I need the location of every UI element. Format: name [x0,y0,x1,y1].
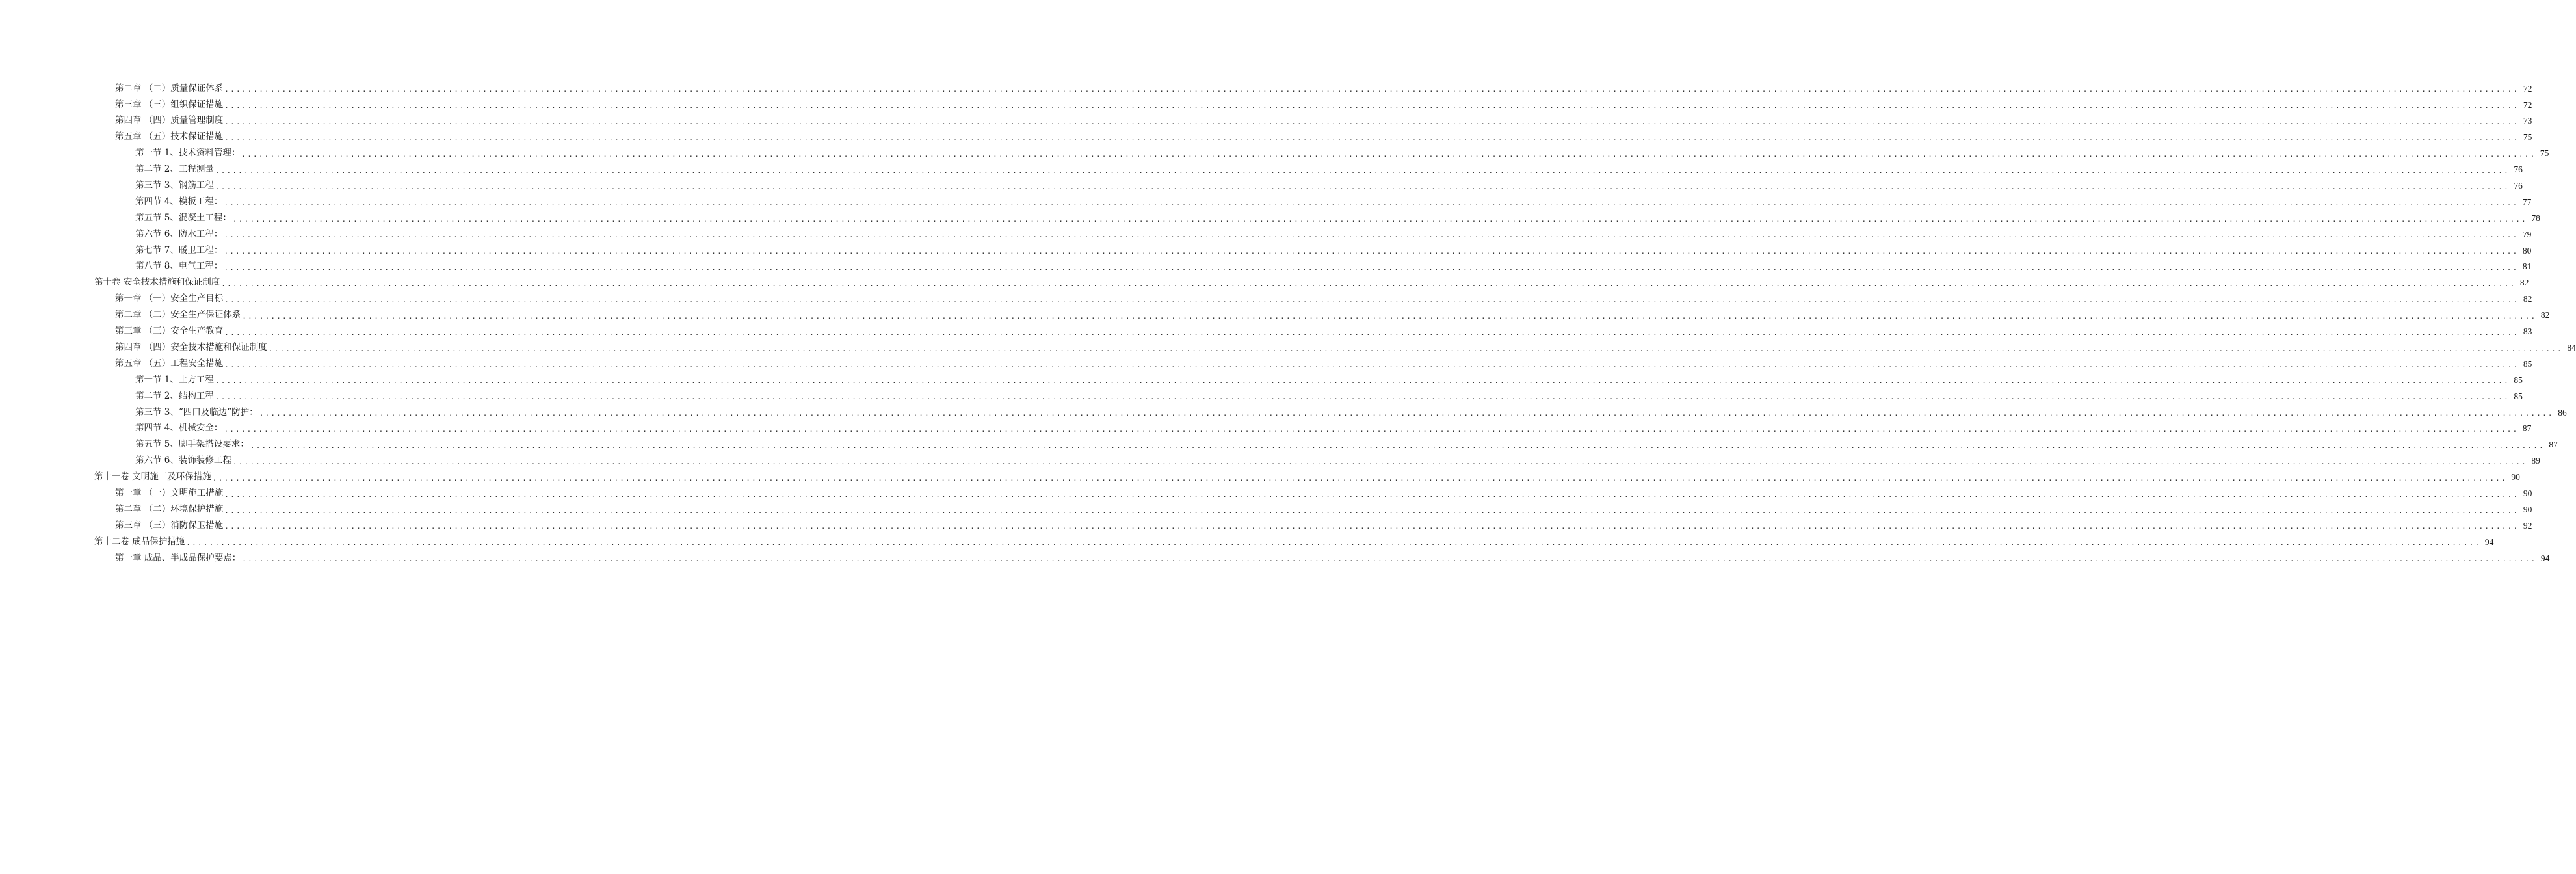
toc-dot-leader: ................................................................................................................................................................................................................................................................................................................................................................................................................ [215,166,2510,175]
toc-dot-leader: ................................................................................................................................................................................................................................................................................................................................................................................................................ [186,538,2481,548]
table-of-contents [0,81,2576,566]
toc-entry-page: 87 [2522,423,2532,434]
toc-dot-leader: ................................................................................................................................................................................................................................................................................................................................................................................................................ [232,215,2527,224]
toc-entry-label: 第四章 （四）质量管理制度 [115,115,224,126]
toc-entry-label: 第三节 3、钢筋工程 [135,180,214,191]
toc-dot-leader: ................................................................................................................................................................................................................................................................................................................................................................................................................ [224,231,2519,240]
toc-entry-page: 77 [2522,196,2532,207]
toc-entry[interactable] [0,404,2567,421]
toc-entry[interactable] [0,129,2532,146]
toc-entry-label: 第七节 7、暖卫工程： [135,245,223,256]
toc-dot-leader: ................................................................................................................................................................................................................................................................................................................................................................................................................ [215,182,2510,191]
toc-entry[interactable] [0,210,2540,226]
toc-dot-leader: ................................................................................................................................................................................................................................................................................................................................................................................................................ [224,360,2519,369]
toc-dot-leader: ................................................................................................................................................................................................................................................................................................................................................................................................................ [259,409,2554,418]
toc-entry-label: 第三节 3、“四口及临边”防护： [135,406,258,417]
toc-entry[interactable] [0,550,2550,566]
toc-entry-label: 第二节 2、结构工程 [135,390,214,401]
toc-dot-leader: ................................................................................................................................................................................................................................................................................................................................................................................................................ [215,377,2510,386]
toc-dot-leader: ................................................................................................................................................................................................................................................................................................................................................................................................................ [215,393,2510,402]
toc-entry-label: 第二章 （二）环境保护措施 [115,503,224,514]
toc-entry[interactable] [0,388,2523,404]
toc-entry[interactable] [0,339,2576,356]
toc-entry-page: 79 [2522,229,2532,239]
toc-dot-leader: ................................................................................................................................................................................................................................................................................................................................................................................................................ [224,425,2519,434]
toc-entry[interactable] [0,291,2532,308]
toc-entry-label: 第二节 2、工程测量 [135,164,214,175]
toc-entry-page: 94 [2484,536,2494,547]
toc-dot-leader: ................................................................................................................................................................................................................................................................................................................................................................................................................ [242,311,2537,321]
toc-dot-leader: ................................................................................................................................................................................................................................................................................................................................................................................................................ [268,344,2563,353]
toc-entry[interactable] [0,437,2558,453]
toc-entry[interactable] [0,194,2532,210]
toc-entry[interactable] [0,534,2494,550]
toc-dot-leader: ................................................................................................................................................................................................................................................................................................................................................................................................................ [224,118,2519,127]
toc-entry-label: 第一章 （一）安全生产目标 [115,293,224,304]
toc-dot-leader: ................................................................................................................................................................................................................................................................................................................................................................................................................ [224,101,2519,111]
toc-dot-leader: ................................................................................................................................................................................................................................................................................................................................................................................................................ [241,150,2536,159]
toc-entry[interactable] [0,161,2523,178]
toc-dot-leader: ................................................................................................................................................................................................................................................................................................................................................................................................................ [242,555,2537,564]
toc-entry[interactable] [0,146,2549,162]
toc-entry-label: 第六节 6、防水工程： [135,228,223,239]
toc-entry-label: 第一节 1、土方工程 [135,374,214,385]
toc-entry[interactable] [0,356,2532,372]
toc-entry-label: 第二章 （二）质量保证体系 [115,83,224,94]
toc-entry-page: 75 [2540,148,2549,159]
toc-entry-page: 90 [2523,504,2532,514]
toc-entry-page: 83 [2523,326,2532,337]
toc-entry-label: 第四节 4、模板工程： [135,196,223,207]
toc-entry[interactable] [0,485,2532,501]
toc-entry[interactable] [0,469,2520,485]
toc-entry-label: 第五章 （五）工程安全措施 [115,358,224,369]
toc-dot-leader: ................................................................................................................................................................................................................................................................................................................................................................................................................ [224,263,2519,272]
toc-entry[interactable] [0,421,2532,437]
toc-entry[interactable] [0,97,2532,113]
toc-dot-leader: ................................................................................................................................................................................................................................................................................................................................................................................................................ [224,198,2519,207]
toc-dot-leader: ................................................................................................................................................................................................................................................................................................................................................................................................................ [224,296,2519,305]
toc-dot-leader: ................................................................................................................................................................................................................................................................................................................................................................................................................ [224,85,2519,94]
toc-entry-page: 84 [2567,342,2576,352]
toc-dot-leader: ................................................................................................................................................................................................................................................................................................................................................................................................................ [224,134,2519,143]
toc-entry[interactable] [0,113,2532,129]
toc-entry-label: 第十二卷 成品保护措施 [94,536,185,547]
toc-entry-label: 第六节 6、装饰装修工程 [135,455,231,466]
toc-entry-label: 第一节 1、技术资料管理： [135,148,241,159]
toc-dot-leader: ................................................................................................................................................................................................................................................................................................................................................................................................................ [232,457,2527,466]
toc-entry-label: 第三章 （三）消防保卫措施 [115,520,224,531]
toc-entry-page: 94 [2540,553,2550,563]
toc-dot-leader: ................................................................................................................................................................................................................................................................................................................................................................................................................ [212,473,2507,483]
toc-dot-leader: ................................................................................................................................................................................................................................................................................................................................................................................................................ [224,490,2519,499]
toc-entry-label: 第三章 （三）组织保证措施 [115,99,224,110]
toc-entry[interactable] [0,501,2532,518]
toc-entry[interactable] [0,243,2532,259]
toc-entry[interactable] [0,259,2532,275]
toc-entry-label: 第五节 5、混凝土工程： [135,212,231,223]
toc-entry-page: 72 [2523,99,2532,110]
toc-entry-page: 81 [2522,261,2532,272]
toc-entry[interactable] [0,323,2532,339]
toc-dot-leader: ................................................................................................................................................................................................................................................................................................................................................................................................................ [224,247,2519,256]
toc-entry-page: 90 [2511,472,2520,483]
toc-entry-label: 第四章 （四）安全技术措施和保证制度 [115,341,267,352]
toc-dot-leader: ................................................................................................................................................................................................................................................................................................................................................................................................................ [224,506,2519,515]
toc-entry-page: 78 [2531,213,2540,223]
toc-entry-label: 第一章 （一）文明施工措施 [115,487,224,498]
toc-entry-label: 第八节 8、电气工程： [135,261,223,272]
toc-dot-leader: ................................................................................................................................................................................................................................................................................................................................................................................................................ [221,280,2516,289]
toc-entry-page: 82 [2519,278,2529,288]
toc-entry-page: 73 [2523,116,2532,126]
toc-entry[interactable] [0,178,2523,194]
toc-dot-leader: ................................................................................................................................................................................................................................................................................................................................................................................................................ [224,328,2519,337]
toc-entry-page: 86 [2558,407,2567,417]
toc-entry-page: 89 [2531,456,2540,466]
toc-entry-page: 85 [2514,375,2523,385]
toc-entry-label: 第十一卷 文明施工及环保措施 [94,471,211,483]
toc-entry-page: 92 [2523,520,2532,531]
toc-entry-label: 第五章 （五）技术保证措施 [115,131,224,142]
toc-entry-page: 85 [2514,391,2523,401]
toc-entry-label: 第三章 （三）安全生产教育 [115,326,224,337]
toc-entry-page: 87 [2549,440,2558,450]
toc-entry-label: 第二章 （二）安全生产保证体系 [115,310,241,321]
toc-entry-label: 第一章 成品、半成品保护要点： [115,552,241,563]
toc-entry[interactable] [0,81,2532,97]
toc-entry-label: 第五节 5、脚手架搭设要求： [135,439,249,450]
toc-entry-page: 90 [2523,488,2532,498]
toc-entry-page: 75 [2523,132,2532,142]
toc-entry-page: 76 [2514,165,2523,175]
toc-entry-page: 82 [2540,310,2550,321]
toc-entry[interactable] [0,226,2532,243]
toc-entry-label: 第四节 4、机械安全： [135,423,223,434]
toc-entry[interactable] [0,275,2529,291]
toc-entry-page: 82 [2523,294,2532,304]
toc-entry[interactable] [0,518,2532,534]
toc-entry-page: 80 [2522,245,2532,256]
toc-entry[interactable] [0,307,2550,323]
toc-entry-page: 72 [2523,83,2532,94]
toc-entry[interactable] [0,372,2523,388]
toc-dot-leader: ................................................................................................................................................................................................................................................................................................................................................................................................................ [224,522,2519,531]
toc-entry-page: 85 [2523,358,2532,369]
toc-entry[interactable] [0,453,2540,469]
toc-entry-label: 第十卷 安全技术措施和保证制度 [94,277,220,288]
toc-entry-page: 76 [2514,181,2523,191]
toc-dot-leader: ................................................................................................................................................................................................................................................................................................................................................................................................................ [250,442,2545,451]
